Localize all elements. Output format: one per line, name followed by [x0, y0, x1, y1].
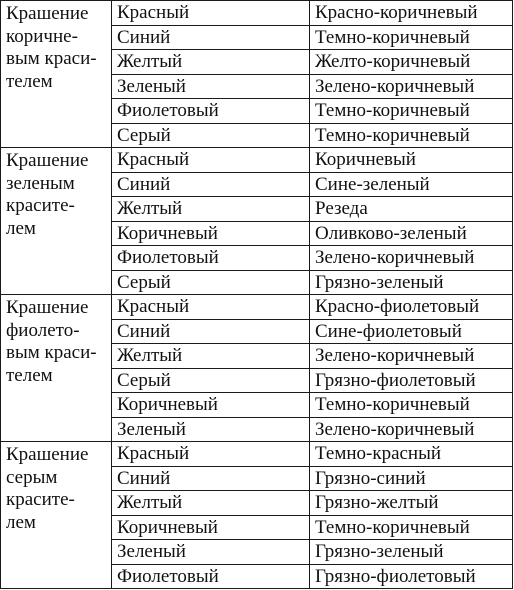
- table-row: [1, 1, 513, 26]
- original-color-cell: Желтый: [112, 344, 310, 369]
- resulting-color-cell: Сине-фиолетовый: [310, 319, 513, 344]
- resulting-color-cell: Темно-коричневый: [310, 393, 513, 418]
- dyeing-group-label-line: фиолето-: [6, 319, 80, 341]
- original-color-cell: Красный: [112, 1, 310, 26]
- dyeing-group-label-line: зеленым: [6, 172, 75, 194]
- original-color-cell: Красный: [112, 442, 310, 467]
- resulting-color-cell: Темно-коричневый: [310, 515, 513, 540]
- dyeing-group-label-line: лем: [6, 217, 36, 239]
- dyeing-group-label-line: красите-: [6, 195, 75, 216]
- dyeing-group-label-line: телем: [6, 364, 53, 386]
- dyeing-group-label-line: Крашение: [6, 150, 89, 171]
- original-color-cell: Синий: [112, 172, 310, 197]
- original-color-cell: Красный: [112, 295, 310, 320]
- original-color-cell: Серый: [112, 368, 310, 393]
- resulting-color-cell: Красно-фиолетовый: [310, 295, 513, 320]
- resulting-color-cell: Темно-красный: [310, 442, 513, 467]
- original-color-cell: Синий: [112, 25, 310, 50]
- resulting-color-cell: Зелено-коричневый: [310, 344, 513, 369]
- dyeing-group-label-line: лем: [6, 511, 36, 533]
- dyeing-group-label-line: вым краси-: [6, 48, 97, 69]
- resulting-color-cell: Темно-коричневый: [310, 123, 513, 148]
- original-color-cell: Фиолетовый: [112, 564, 310, 589]
- dyeing-group-label-line: телем: [6, 70, 53, 92]
- resulting-color-cell: Коричневый: [310, 148, 513, 173]
- resulting-color-cell: Грязно-зеленый: [310, 540, 513, 565]
- original-color-cell: Серый: [112, 270, 310, 295]
- resulting-color-cell: Желто-коричневый: [310, 50, 513, 75]
- resulting-color-cell: Грязно-зеленый: [310, 270, 513, 295]
- resulting-color-cell: Темно-коричневый: [310, 25, 513, 50]
- original-color-cell: Коричневый: [112, 515, 310, 540]
- original-color-cell: Желтый: [112, 491, 310, 516]
- resulting-color-cell: Сине-зеленый: [310, 172, 513, 197]
- dyeing-group-label: [1, 295, 112, 442]
- resulting-color-cell: Грязно-желтый: [310, 491, 513, 516]
- original-color-cell: Красный: [112, 148, 310, 173]
- resulting-color-cell: Грязно-фиолетовый: [310, 564, 513, 589]
- dyeing-group-label: [1, 148, 112, 295]
- table-row: [1, 442, 513, 467]
- original-color-cell: Фиолетовый: [112, 99, 310, 124]
- original-color-cell: Синий: [112, 319, 310, 344]
- dyeing-group-label-line: Крашение: [6, 444, 89, 465]
- resulting-color-cell: Грязно-фиолетовый: [310, 368, 513, 393]
- original-color-cell: Желтый: [112, 197, 310, 222]
- original-color-cell: Желтый: [112, 50, 310, 75]
- original-color-cell: Серый: [112, 123, 310, 148]
- dyeing-group-label-line: Крашение: [6, 297, 89, 318]
- resulting-color-cell: Зелено-коричневый: [310, 74, 513, 99]
- resulting-color-cell: Зелено-коричневый: [310, 246, 513, 271]
- resulting-color-cell: Резеда: [310, 197, 513, 222]
- original-color-cell: Коричневый: [112, 221, 310, 246]
- dyeing-group-label-line: вым краси-: [6, 342, 97, 363]
- resulting-color-cell: Темно-коричневый: [310, 99, 513, 124]
- resulting-color-cell: Зелено-коричневый: [310, 417, 513, 442]
- original-color-cell: Синий: [112, 466, 310, 491]
- table-row: [1, 148, 513, 173]
- original-color-cell: Зеленый: [112, 74, 310, 99]
- original-color-cell: Фиолетовый: [112, 246, 310, 271]
- dyeing-group-label-line: серым: [6, 466, 58, 488]
- dyeing-group-label: [1, 442, 112, 589]
- original-color-cell: Зеленый: [112, 417, 310, 442]
- dyeing-group-label: [1, 1, 112, 148]
- original-color-cell: Коричневый: [112, 393, 310, 418]
- table-row: [1, 295, 513, 320]
- table-body: [1, 1, 513, 589]
- original-color-cell: Зеленый: [112, 540, 310, 565]
- dyeing-group-label-line: Крашение: [6, 3, 89, 24]
- resulting-color-cell: Грязно-синий: [310, 466, 513, 491]
- dyeing-group-label-line: красите-: [6, 489, 75, 510]
- dyeing-group-label-line: коричне-: [6, 25, 78, 47]
- resulting-color-cell: Красно-коричневый: [310, 1, 513, 26]
- resulting-color-cell: Оливково-зеленый: [310, 221, 513, 246]
